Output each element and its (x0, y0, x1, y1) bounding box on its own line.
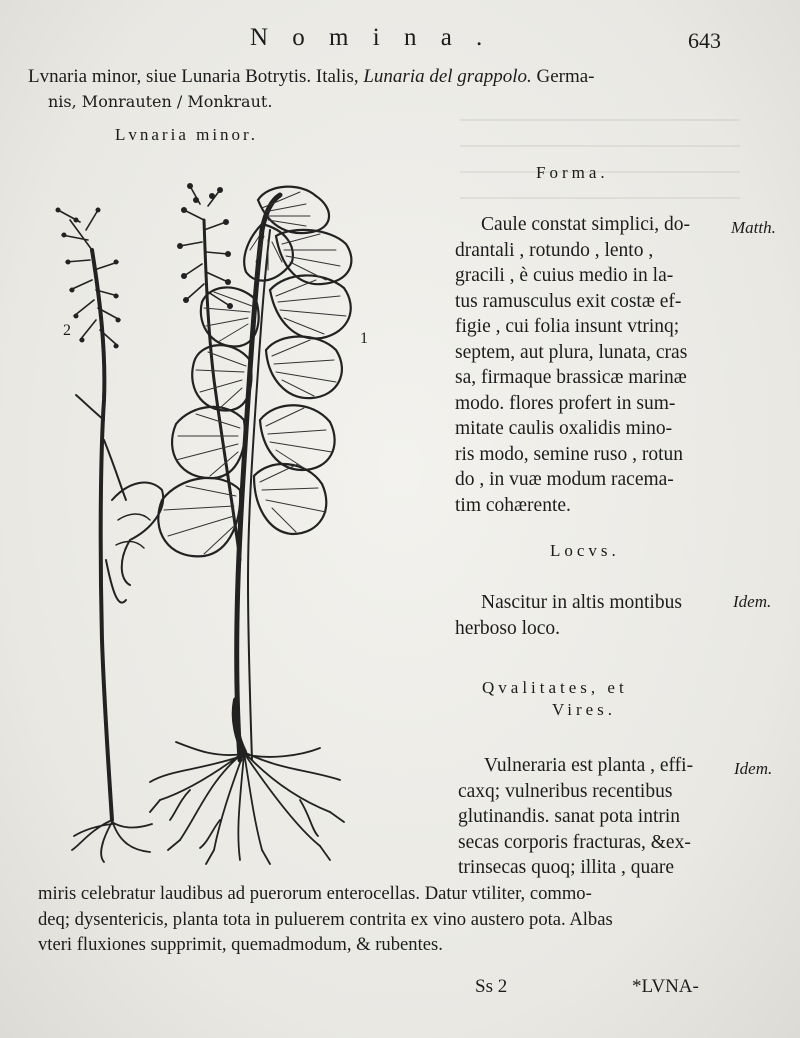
nomina-line-1 (28, 66, 595, 88)
german-names-line: nis, Monrauten / Monkraut. (48, 92, 273, 111)
figure-label-2: 2 (63, 322, 71, 339)
section-title-qualitates: Qvalitates, et (482, 678, 628, 697)
text-line: miris celebratur laudibus ad puerorum enterocellas. Datur vtiliter, commo- (38, 883, 592, 904)
text-line: do , in vuæ modum racema- (455, 469, 674, 490)
section-title-locus: Locvs. (550, 541, 620, 560)
qualitates-paragraph (458, 753, 693, 881)
catchword: *LVNA- (632, 976, 699, 997)
text-line: glutinandis. sanat pota intrin (458, 806, 681, 827)
figure-label-1: 1 (360, 330, 368, 347)
nomina-line-1-text: Lvnaria minor, siue Lunaria Botrytis. Italis, (28, 66, 359, 87)
text-line: gracili , è cuius medio in la- (455, 265, 674, 286)
text-line: sa, firmaque brassicæ marinæ (455, 367, 687, 388)
margin-note-idem-2: Idem. (734, 759, 773, 778)
text-line: septem, aut plura, lunata, cras (455, 341, 688, 363)
page-number: 643 (688, 28, 721, 53)
text-line: tim cohærente. (455, 494, 571, 516)
forma-paragraph (455, 212, 690, 518)
text-line: tus ramusculus exit costæ ef- (455, 290, 682, 312)
text-line: secas corporis fracturas, &ex- (458, 831, 691, 853)
nomina-line-1-end: Germa- (536, 66, 595, 87)
text-line: modo. flores profert in sum- (455, 392, 676, 414)
text-line: Vulneraria est planta , effi- (484, 755, 694, 776)
italian-name: Lunaria del grappolo. (363, 66, 532, 87)
text-line: trinsecas quoq; illita , quare (458, 857, 675, 878)
text-line: herboso loco. (455, 617, 561, 639)
text-line: Caule constat simplici, do- (481, 214, 691, 235)
text-line: caxq; vulneribus recentibus (458, 780, 673, 802)
text-line: ris modo, semine ruso , rotun (455, 443, 684, 465)
page-header-title: N o m i n a . (250, 24, 492, 51)
text-line: Nascitur in altis montibus (481, 592, 682, 613)
margin-note-matth: Matth. (731, 218, 776, 237)
text-line: deq; dysentericis, planta tota in puluerem contrita ex vino austero pota. Albas (38, 908, 613, 930)
signature-mark: Ss 2 (475, 976, 508, 997)
section-title-vires: Vires. (552, 700, 617, 719)
margin-note-idem-1: Idem. (733, 592, 772, 611)
locus-paragraph (455, 590, 682, 641)
text-line: mitate caulis oxalidis mino- (455, 418, 673, 439)
text-line: figie , cui folia insunt vtrinq; (455, 316, 680, 337)
text-line: drantali , rotundo , lento , (455, 239, 654, 261)
figure-title: Lvnaria minor. (115, 125, 259, 144)
qualitates-full-width-text (38, 881, 613, 958)
text-line: vteri fluxiones supprimit, quemadmodum, & rubentes. (38, 934, 443, 955)
section-title-forma: Forma. (536, 163, 609, 182)
